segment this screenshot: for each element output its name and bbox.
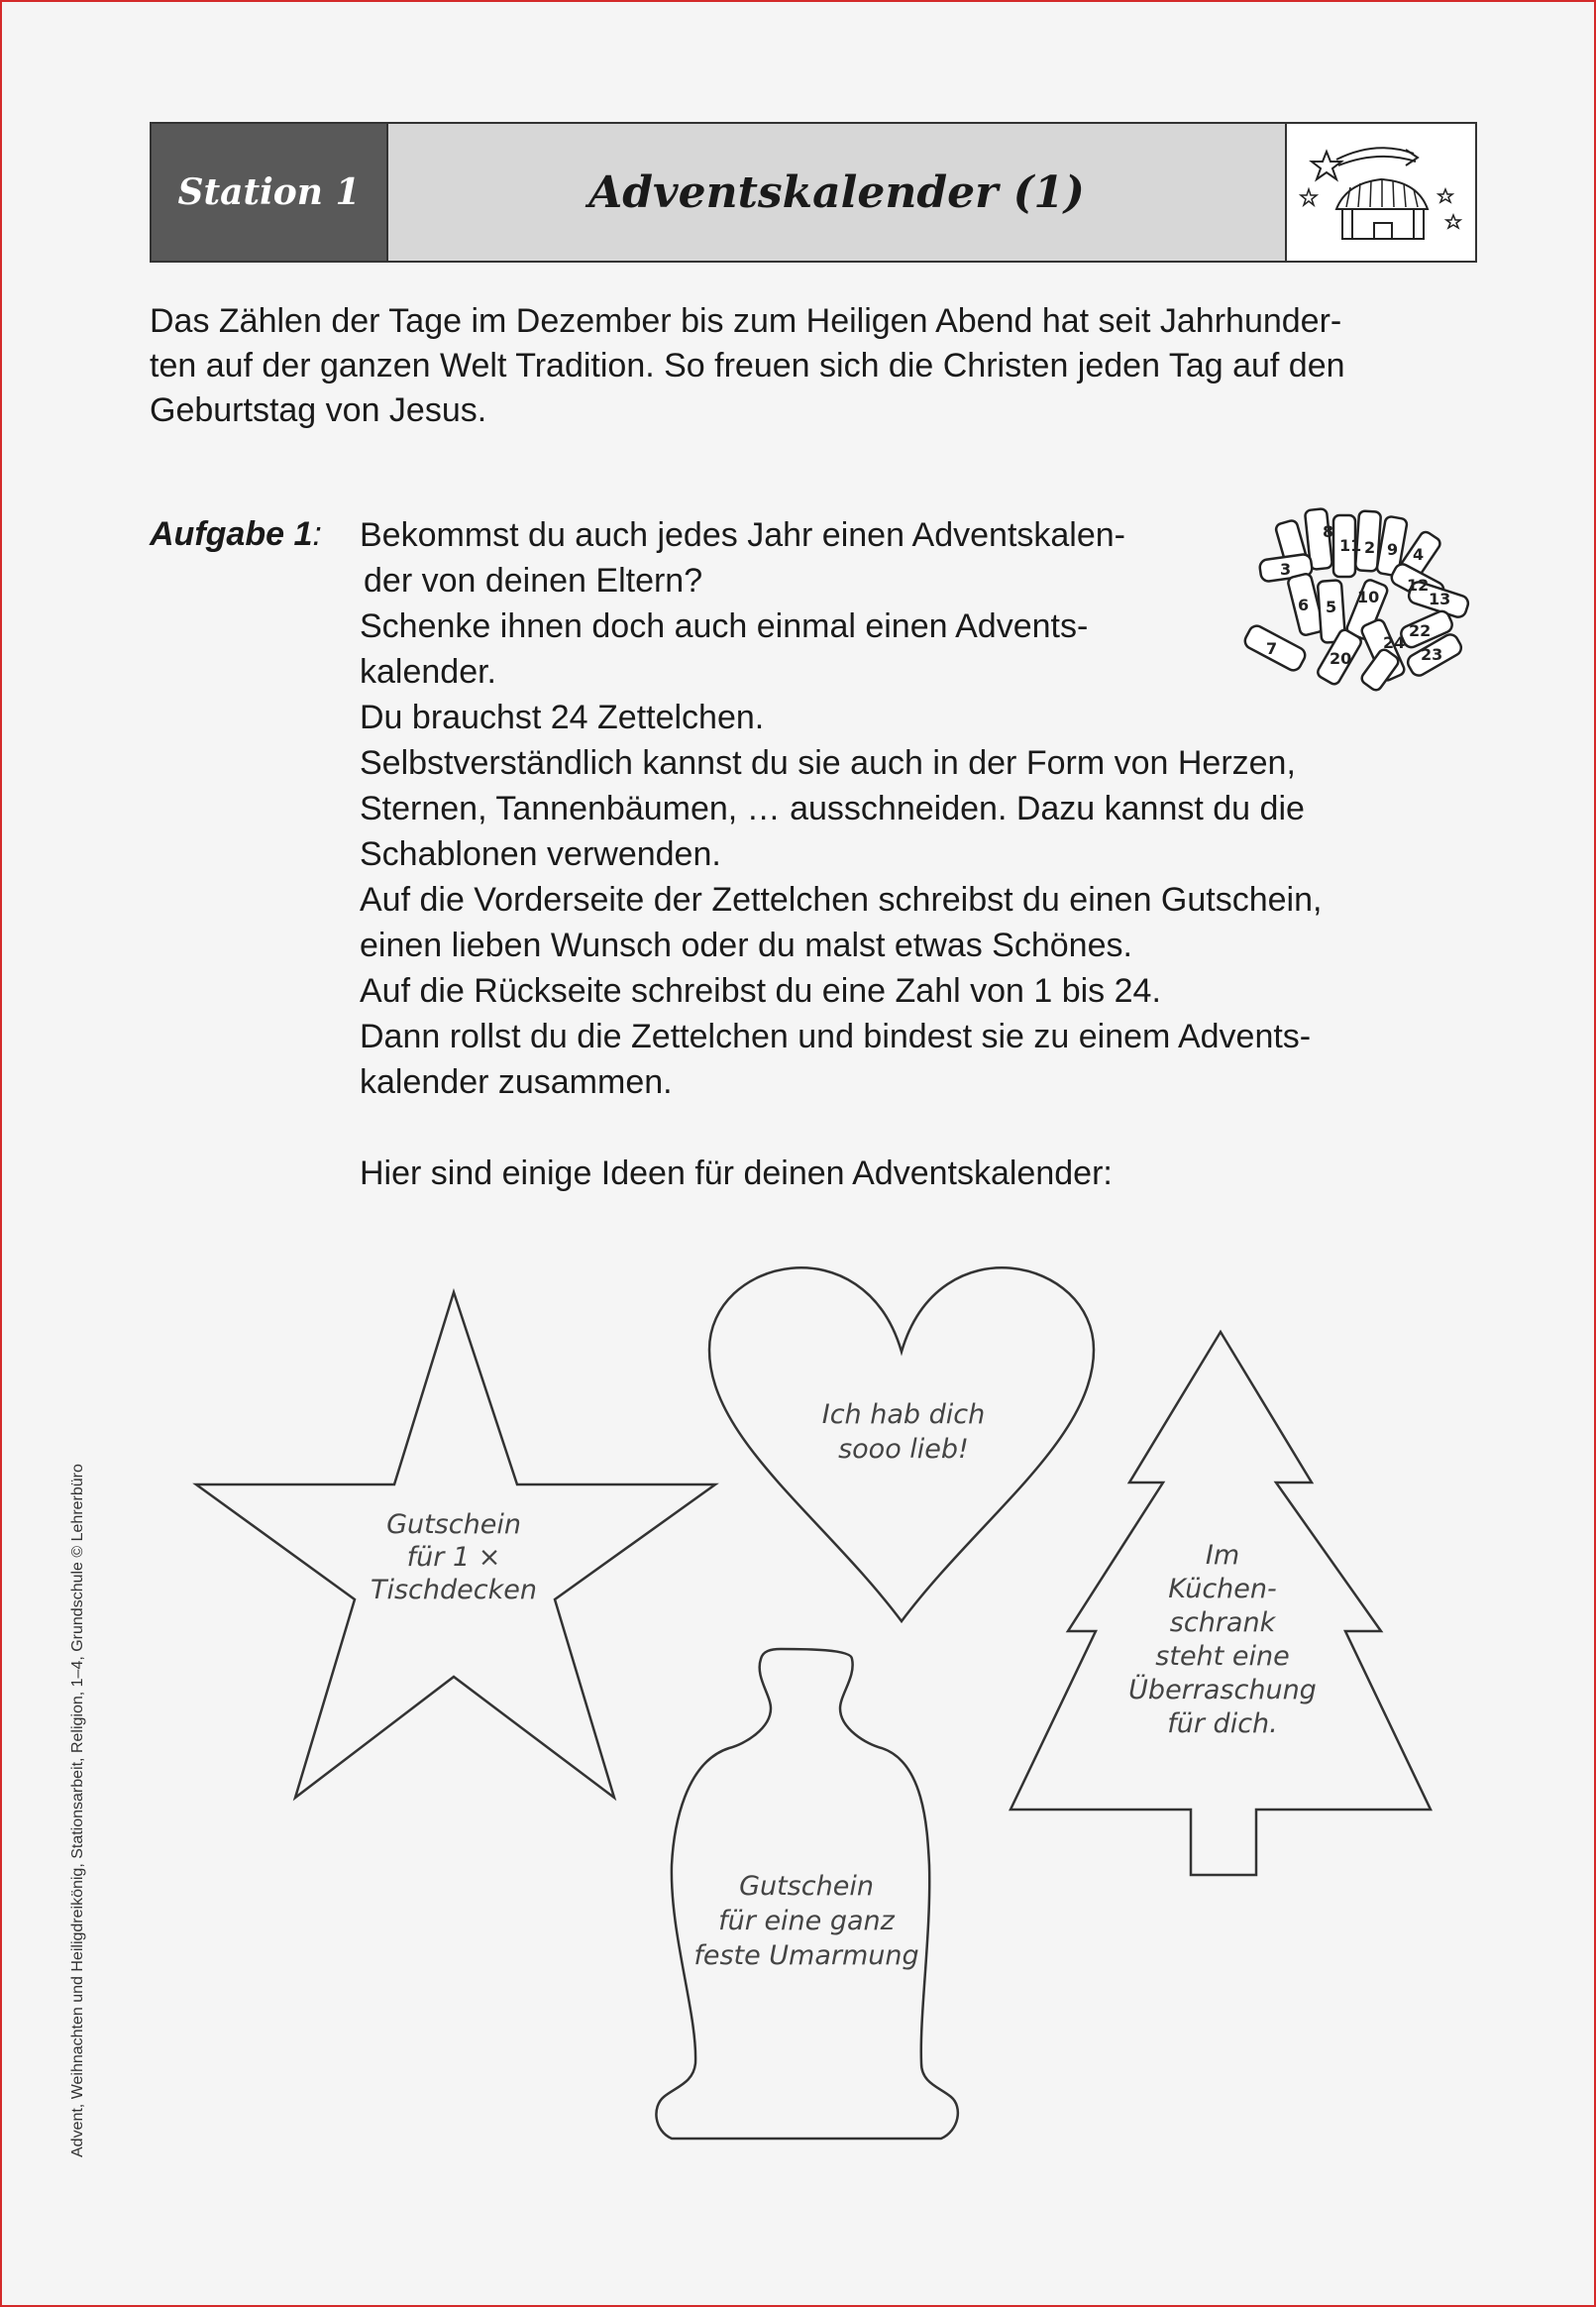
task-line: Sternen, Tannenbäumen, … ausschneiden. Dazu kannst du die (360, 790, 1305, 827)
scroll-number: 24 (1383, 633, 1406, 652)
task-line: kalender zusammen. (360, 1063, 673, 1101)
bell-text-line: feste Umarmung (693, 1940, 919, 1971)
ideas-line: Hier sind einige Ideen für deinen Adventskalender: (360, 1154, 1113, 1192)
tree-text-line: schrank (1169, 1607, 1276, 1638)
task-line: Du brauchst 24 Zettelchen. (360, 699, 765, 736)
task-label-colon: : (312, 515, 322, 553)
heart-text-line: Ich hab dich (821, 1399, 986, 1430)
tree-template (1011, 1332, 1431, 1875)
station-label: Station 1 (152, 124, 388, 261)
task-line: Schablonen verwenden. (360, 835, 721, 873)
star-text-line: Tischdecken (371, 1575, 537, 1605)
intro-line: Geburtstag von Jesus. (150, 391, 487, 429)
task-line: Bekommst du auch jedes Jahr einen Adventskalen- (360, 516, 1126, 554)
tree-text-line: Küchen- (1168, 1574, 1277, 1604)
scroll-number: 8 (1323, 522, 1334, 541)
task-line: Dann rollst du die Zettelchen und bindest sie zu einem Advents- (360, 1018, 1312, 1055)
task-line: Schenke ihnen doch auch einmal einen Advents- (360, 607, 1089, 645)
scroll-number: 3 (1280, 560, 1292, 579)
task-line: einen lieben Wunsch oder du malst etwas Schönes. (360, 927, 1132, 964)
task-line: Selbstverständlich kannst du sie auch in der Form von Herzen, (360, 744, 1296, 782)
task-line: kalender. (360, 653, 496, 691)
scroll-number: 4 (1413, 545, 1425, 564)
bell-text-line: für eine ganz (718, 1906, 895, 1936)
scroll-number: 12 (1407, 576, 1430, 595)
tree-text-line: steht eine (1155, 1641, 1290, 1672)
page-title: Adventskalender (1) (388, 124, 1287, 261)
illustrations-layer (2, 2, 1594, 2305)
scroll-number: 20 (1330, 649, 1352, 668)
bell-text-line: Gutschein (739, 1871, 874, 1902)
scroll-number: 10 (1357, 588, 1380, 606)
scroll-number: 6 (1298, 596, 1310, 614)
star-text-line: Gutschein (386, 1509, 521, 1540)
star-template (196, 1292, 715, 1798)
copyright-note: Advent, Weihnachten und Heiligdreikönig, Stationsarbeit, Religion, 1–4, Grundschule © Lehrerbüro (69, 1464, 86, 2157)
task-line: Auf die Rückseite schreibst du eine Zahl von 1 bis 24. (360, 972, 1161, 1010)
tree-text-line: für dich. (1167, 1708, 1278, 1739)
scroll-number: 5 (1326, 598, 1337, 616)
scroll-number: 22 (1409, 621, 1432, 640)
scroll-number: 23 (1421, 645, 1443, 664)
bell-template (653, 1649, 958, 2139)
advent-scroll-bundle (1242, 508, 1470, 693)
task-line: Auf die Vorderseite der Zettelchen schreibst du einen Gutschein, (360, 881, 1323, 919)
scroll-number: 13 (1429, 590, 1451, 608)
star-text-line: für 1 × (406, 1542, 501, 1573)
intro-line: Das Zählen der Tage im Dezember bis zum Heiligen Abend hat seit Jahrhunder- (150, 302, 1342, 340)
scroll-number: 7 (1266, 639, 1278, 658)
scroll-number: 9 (1387, 540, 1399, 559)
heart-text-line: sooo lieb! (838, 1434, 969, 1465)
scroll-number: 11 (1339, 536, 1362, 555)
task-line: der von deinen Eltern? (364, 562, 703, 600)
task-label-text: Aufgabe 1 (150, 515, 313, 553)
intro-line: ten auf der ganzen Welt Tradition. So freuen sich die Christen jeden Tag auf den (150, 347, 1345, 384)
tree-text-line: Im (1205, 1540, 1240, 1571)
tree-text-line: Überraschung (1128, 1675, 1317, 1705)
heart-template (709, 1267, 1094, 1621)
scroll-number: 2 (1364, 538, 1376, 557)
